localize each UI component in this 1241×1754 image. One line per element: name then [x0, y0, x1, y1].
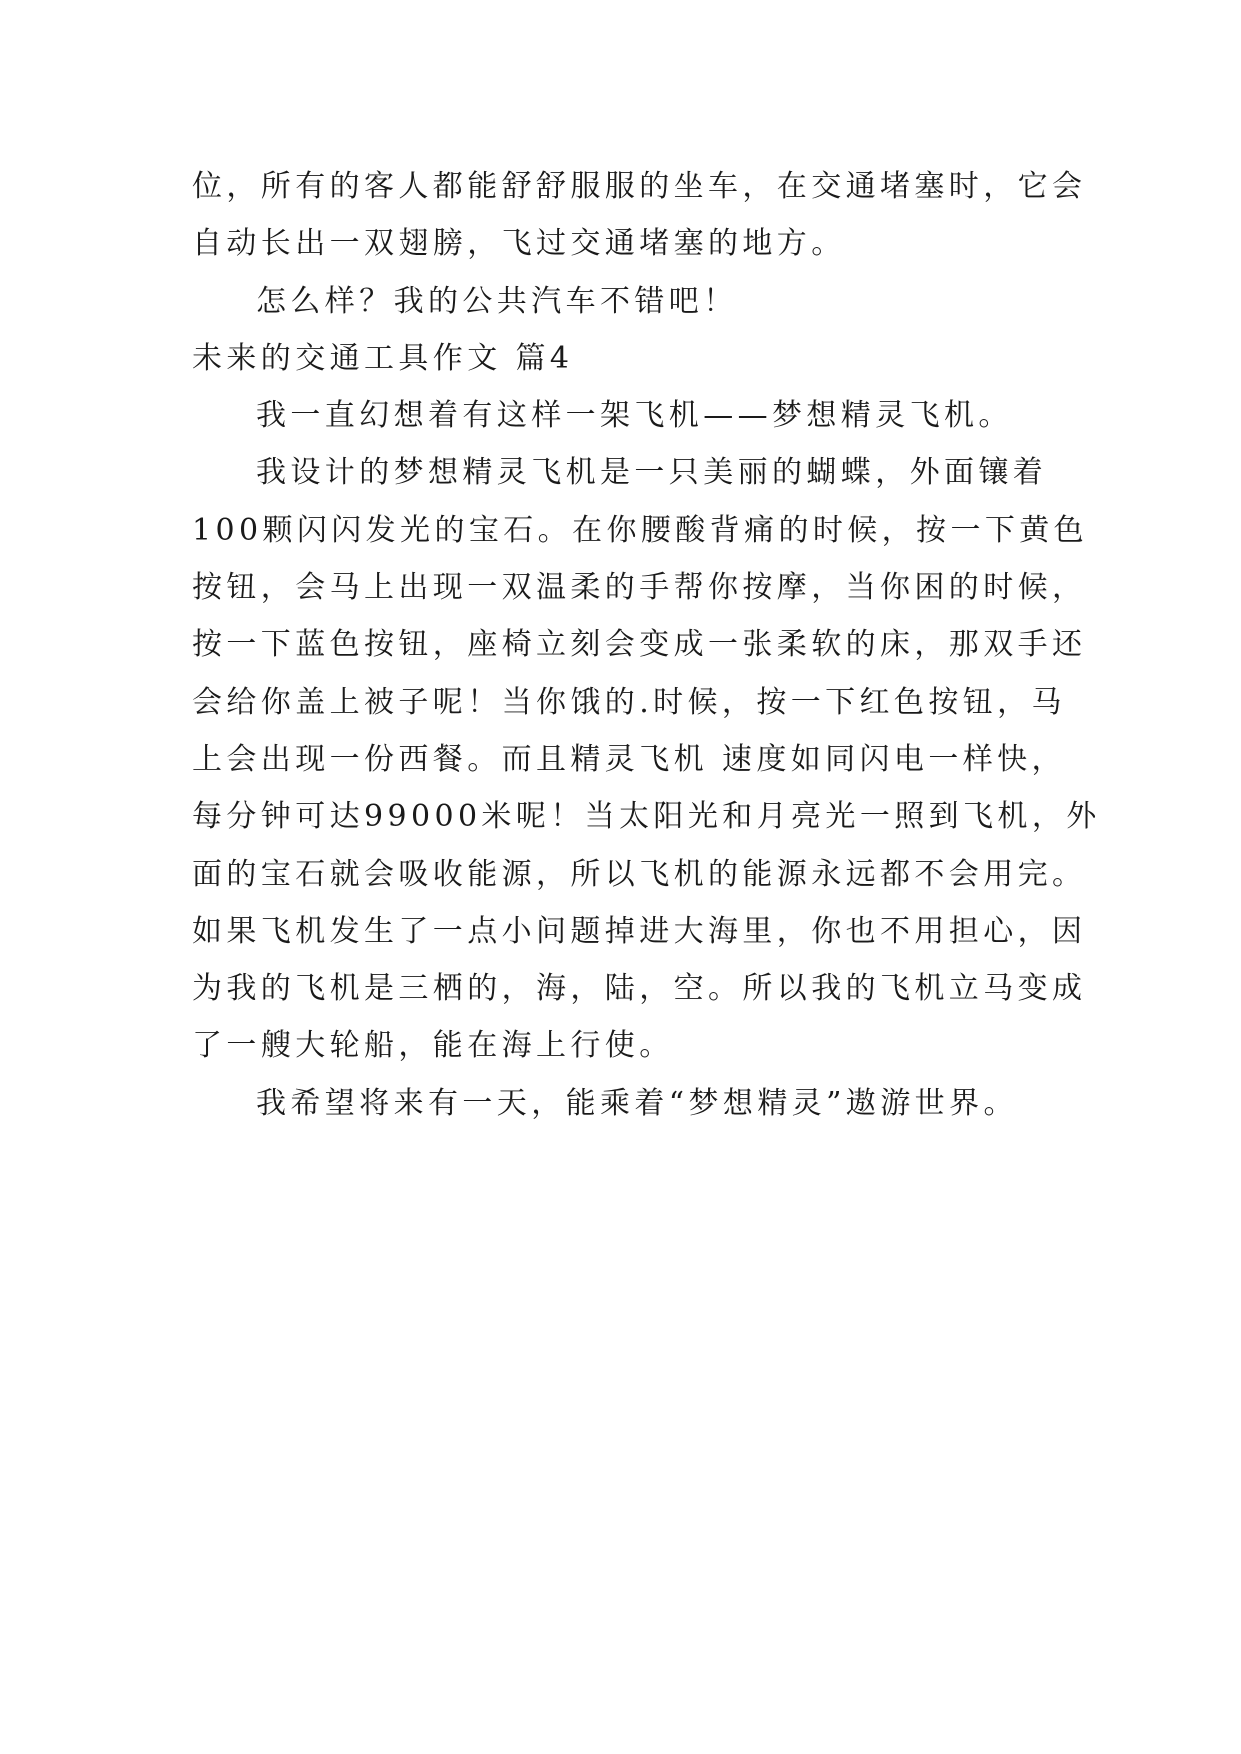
text-line: 我设计的梦想精灵飞机是一只美丽的蝴蝶，外面镶着: [256, 455, 1048, 491]
text-line: 按钮，会马上出现一双温柔的手帮你按摩，当你困的时候，: [192, 570, 1087, 606]
text-line: 为我的飞机是三栖的，海，陆，空。所以我的飞机立马变成: [192, 971, 1087, 1007]
text-line: 如果飞机发生了一点小问题掉进大海里，你也不用担心，因: [192, 913, 1087, 949]
text-line: 怎么样？我的公共汽车不错吧！: [256, 283, 738, 319]
text-line: 了一艘大轮船，能在海上行使。: [192, 1028, 674, 1064]
text-line: 上会出现一份西餐。而且精灵飞机 速度如同闪电一样快，: [192, 741, 1066, 777]
text-line: 按一下蓝色按钮，座椅立刻会变成一张柔软的床，那双手还: [192, 627, 1087, 663]
text-line: 100颗闪闪发光的宝石。在你腰酸背痛的时候，按一下黄色: [192, 512, 1089, 548]
text-line: 会给你盖上被子呢！当你饿的.时候，按一下红色按钮，马: [192, 684, 1066, 720]
text-line: 每分钟可达99000米呢！当太阳光和月亮光一照到飞机，外: [192, 799, 1101, 835]
text-line: 面的宝石就会吸收能源，所以飞机的能源永远都不会用完。: [192, 856, 1087, 892]
text-line: 位，所有的客人都能舒舒服服的坐车，在交通堵塞时，它会: [192, 169, 1087, 204]
text-line: 我希望将来有一天，能乘着“梦想精灵”遨游世界。: [256, 1085, 1018, 1121]
section-heading: 未来的交通工具作文 篇4: [192, 340, 574, 376]
text-line: 我一直幻想着有这样一架飞机——梦想精灵飞机。: [256, 398, 1013, 434]
document-body: [192, 158, 1101, 1132]
text-line: 自动长出一双翅膀，飞过交通堵塞的地方。: [192, 226, 846, 262]
